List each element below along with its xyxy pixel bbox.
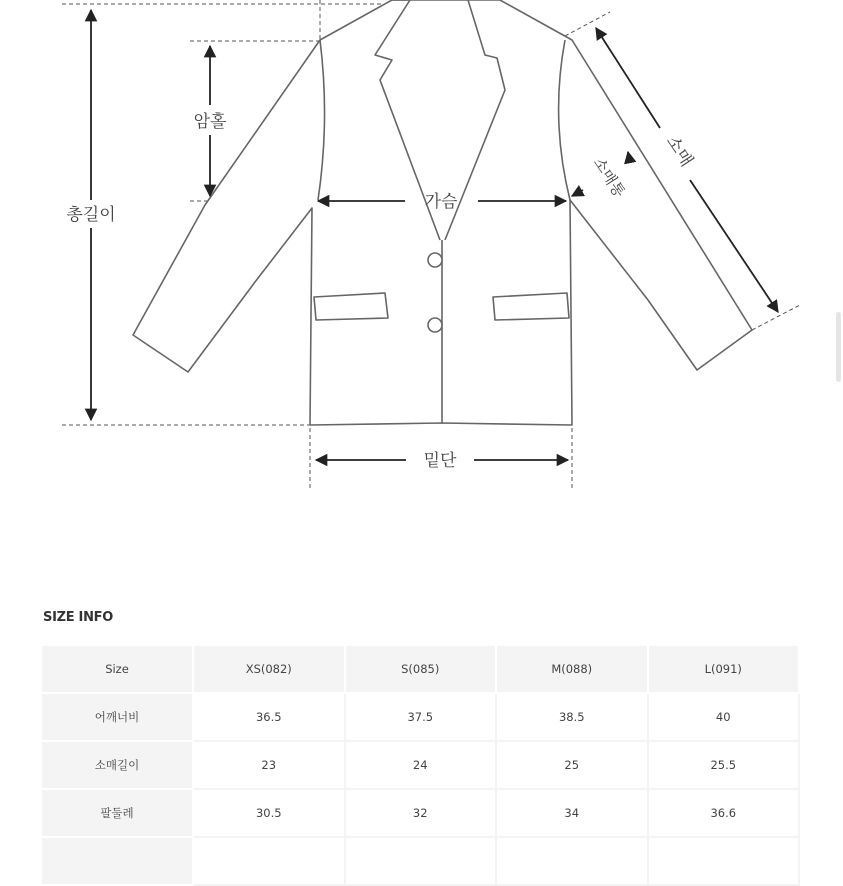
table-cell: 23: [193, 741, 345, 789]
table-cell: 36.5: [193, 693, 345, 741]
row-label: 소매길이: [42, 741, 193, 789]
table-cell: [345, 837, 497, 885]
table-cell: [496, 837, 648, 885]
table-cell: [193, 837, 345, 885]
label-sleeve-width: 소매통: [589, 154, 629, 201]
header-cell: Size: [42, 646, 193, 693]
label-chest: 가슴: [424, 192, 458, 212]
table-cell: 32: [345, 789, 497, 837]
table-row-partial: [42, 837, 799, 885]
header-cell: S(085): [345, 646, 497, 693]
jacket-outline: [133, 0, 752, 425]
label-armhole: 암홀: [193, 112, 227, 132]
table-row: [42, 789, 799, 837]
table-cell: [648, 837, 800, 885]
table-cell: 30.5: [193, 789, 345, 837]
table-row: [42, 693, 799, 741]
row-label: 팔둘레: [42, 789, 193, 837]
table-cell: 37.5: [345, 693, 497, 741]
header-cell: XS(082): [193, 646, 345, 693]
scrollbar-thumb[interactable]: [836, 312, 841, 382]
table-cell: 36.6: [648, 789, 800, 837]
table-row: [42, 741, 799, 789]
table-cell: 34: [496, 789, 648, 837]
table-cell: 40: [648, 693, 800, 741]
label-total-length: 총길이: [66, 205, 116, 225]
label-hem: 밑단: [423, 451, 457, 471]
size-table-header: [42, 646, 799, 693]
size-info-title: SIZE INFO: [43, 610, 113, 625]
table-cell: 25: [496, 741, 648, 789]
label-sleeve: 소매: [661, 132, 697, 171]
size-table: [42, 646, 800, 886]
table-cell: 25.5: [648, 741, 800, 789]
header-cell: L(091): [648, 646, 800, 693]
header-cell: M(088): [496, 646, 648, 693]
table-cell: 24: [345, 741, 497, 789]
row-label: [42, 837, 193, 885]
table-cell: 38.5: [496, 693, 648, 741]
row-label: 어깨너비: [42, 693, 193, 741]
